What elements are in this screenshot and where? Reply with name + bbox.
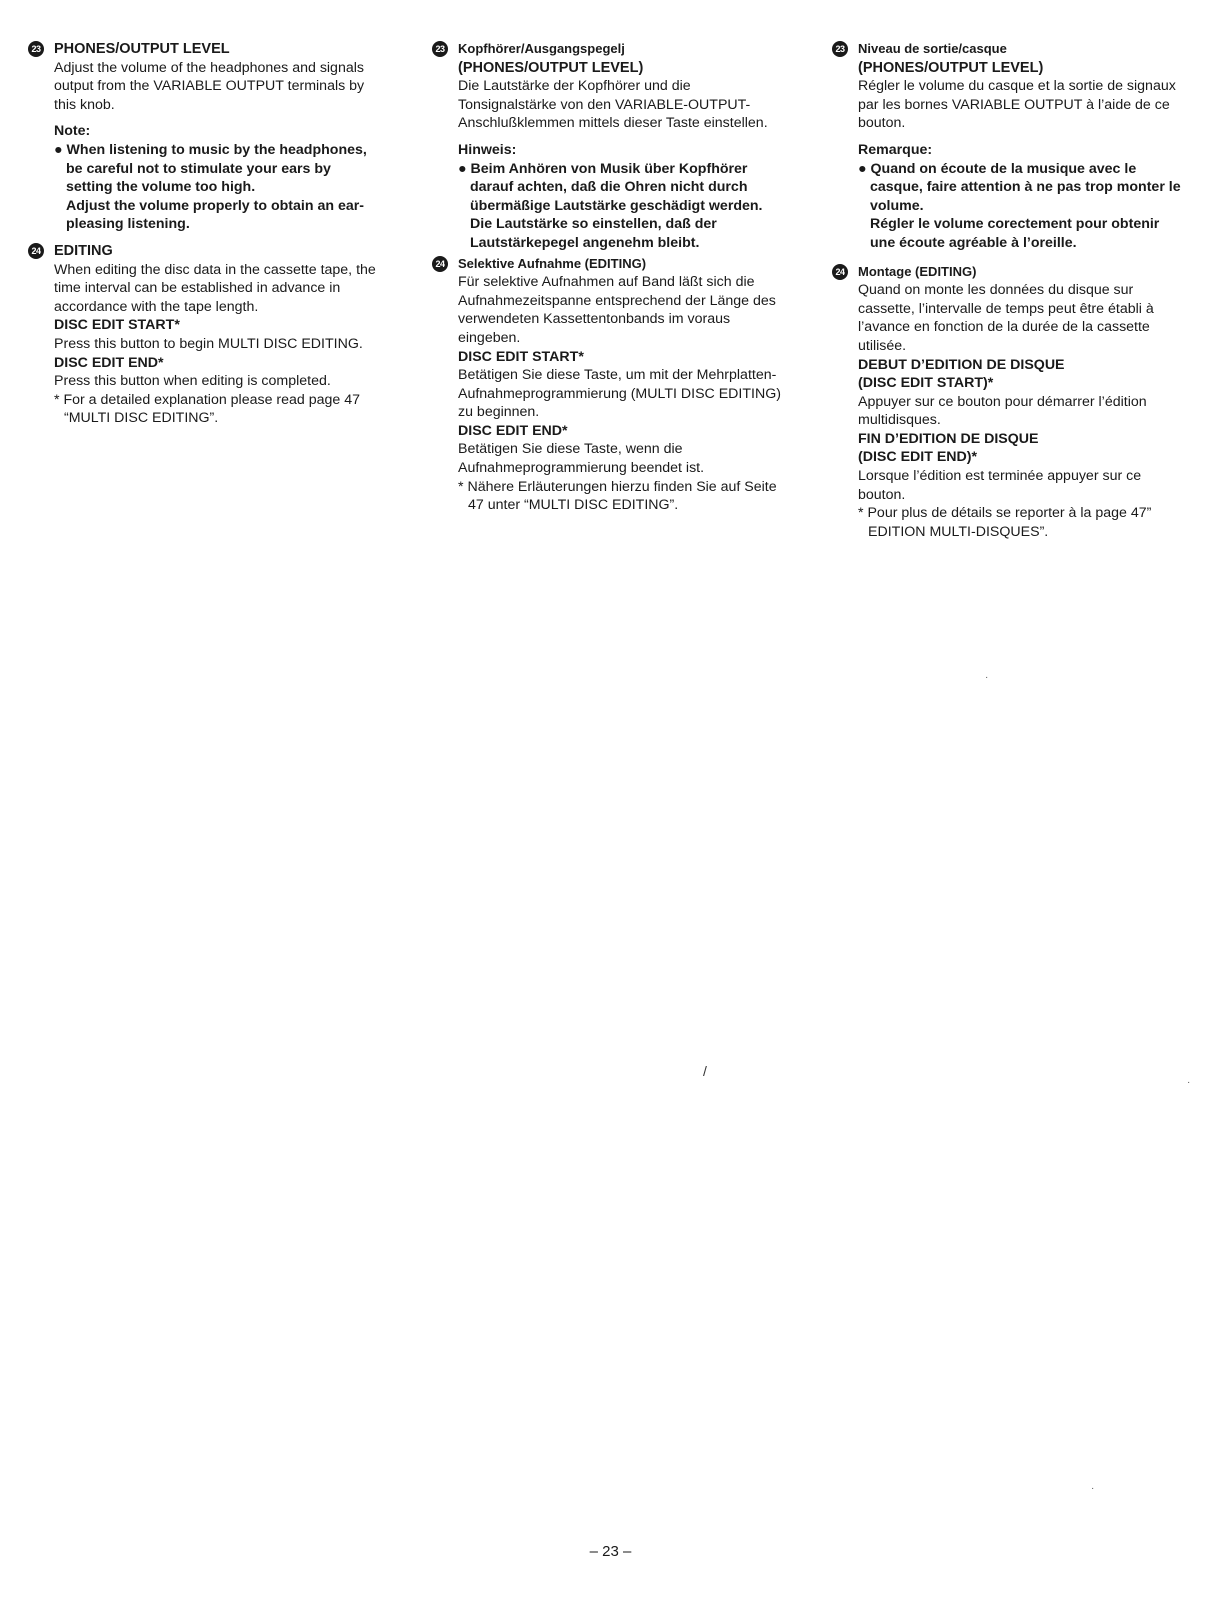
section-23-de xyxy=(432,40,784,253)
column-french xyxy=(832,40,1184,541)
note-bullet-text: When listening to music by the headphones, be careful not to stimulate your ears by setting the volume too high. xyxy=(66,141,367,196)
section-heading: Selektive Aufnahme (EDITING) xyxy=(458,255,647,271)
description-text: When editing the disc data in the cassette tape, the time interval can be established in advance in accordance with the tape length. xyxy=(54,261,376,315)
note-continuation: Régler le volume corectement pour obtenir une écoute agréable à l’oreille. xyxy=(870,216,1160,251)
section-24-de xyxy=(432,255,784,515)
disc-edit-end-label: DISC EDIT END* xyxy=(54,354,164,371)
item-number-badge: 23 xyxy=(432,41,448,57)
scan-speck: · xyxy=(1091,1483,1095,1494)
description-text: Die Lautstärke der Kopfhörer und die Tonsignalstärke von den VARIABLE-OUTPUT-Anschlußklemmen mittels dieser Taste einstellen. xyxy=(458,78,768,132)
section-body xyxy=(858,281,1184,541)
note-label: Remarque: xyxy=(858,141,933,158)
disc-edit-start-text: Press this button to begin MULTI DISC EDITING. xyxy=(54,335,363,352)
section-body xyxy=(458,273,784,515)
note-bullet-text: Quand on écoute de la musique avec le casque, faire attention à ne pas trop monter le volume. xyxy=(870,160,1181,214)
disc-edit-end-text: Betätigen Sie diese Taste, wenn die Aufnahmeprogrammierung beendet ist. xyxy=(458,441,705,477)
section-body xyxy=(458,77,784,252)
column-german xyxy=(432,40,784,515)
disc-edit-end-text: Press this button when editing is completed. xyxy=(54,373,331,390)
disc-edit-end-label: FIN D’EDITION DE DISQUE xyxy=(858,430,1039,447)
section-24-fr xyxy=(832,263,1184,542)
item-number-badge: 24 xyxy=(832,264,848,280)
disc-edit-start-text: Appuyer sur ce bouton pour démarrer l’édition multidisques. xyxy=(858,393,1147,429)
section-heading: Montage (EDITING) xyxy=(858,263,977,279)
section-heading-sub: (PHONES/OUTPUT LEVEL) xyxy=(858,59,1044,76)
disc-edit-end-label-sub: (DISC EDIT END)* xyxy=(858,449,978,466)
column-english xyxy=(28,40,380,428)
description-text: Für selektive Aufnahmen auf Band läßt sich die Aufnahmezeitspanne entsprechend der Länge des verwendeten Kassettentonbands im voraus eingeben. xyxy=(458,274,776,346)
section-heading: EDITING xyxy=(54,242,113,259)
scan-speck: · xyxy=(1187,1077,1191,1088)
description-text: Adjust the volume of the headphones and signals output from the VARIABLE OUTPUT terminals by this knob. xyxy=(54,59,365,113)
disc-edit-start-label: DISC EDIT START* xyxy=(54,317,180,334)
section-body xyxy=(858,77,1184,252)
disc-edit-end-label: DISC EDIT END* xyxy=(458,422,568,439)
note-bullet: ● When listening to music by the headphones, be careful not to stimulate your ears by setting the volume too high. xyxy=(54,141,367,196)
section-heading-sub: (PHONES/OUTPUT LEVEL) xyxy=(458,59,644,76)
section-24-en xyxy=(28,242,380,428)
section-heading: Kopfhörer/Ausgangspegelj xyxy=(458,41,625,56)
section-heading: PHONES/OUTPUT LEVEL xyxy=(54,41,230,57)
footnote: * Nähere Erläuterungen hierzu finden Sie auf Seite 47 unter “MULTI DISC EDITING”. xyxy=(458,478,777,514)
item-number-badge: 24 xyxy=(28,243,44,259)
scan-speck: / xyxy=(703,1063,707,1079)
page-number: – 23 – xyxy=(589,1543,632,1560)
disc-edit-start-label-sub: (DISC EDIT START)* xyxy=(858,375,994,392)
note-bullet-text: Beim Anhören von Musik über Kopfhörer darauf achten, daß die Ohren nicht durch übermäßige Lautstärke geschädigt werden. xyxy=(470,160,763,214)
description-text: Régler le volume du casque et la sortie de signaux par les bornes VARIABLE OUTPUT à l’aide de ce bouton. xyxy=(858,78,1176,132)
footnote: * For a detailed explanation please read page 47 “MULTI DISC EDITING”. xyxy=(54,391,361,427)
item-number-badge: 24 xyxy=(432,256,448,272)
note-bullet: ● Beim Anhören von Musik über Kopfhörer darauf achten, daß die Ohren nicht durch übermäßige Lautstärke geschädigt werden. xyxy=(458,160,763,214)
footnote: * Pour plus de détails se reporter à la page 47” EDITION MULTI-DISQUES”. xyxy=(858,505,1152,540)
item-number-badge: 23 xyxy=(832,41,848,57)
section-heading: Niveau de sortie/casque xyxy=(858,41,1007,56)
section-body xyxy=(54,261,380,428)
section-body xyxy=(54,59,380,234)
note-label: Note: xyxy=(54,123,91,140)
note-label: Hinweis: xyxy=(458,141,517,158)
disc-edit-start-label: DEBUT D’EDITION DE DISQUE xyxy=(858,356,1065,373)
note-continuation: Die Lautstärke so einstellen, daß der Lautstärkepegel angenehm bleibt. xyxy=(470,216,717,251)
disc-edit-start-text: Betätigen Sie diese Taste, um mit der Mehrplatten-Aufnahmeprogrammierung (MULTI DISC EDITING) zu beginnen. xyxy=(458,367,781,421)
disc-edit-end-text: Lorsque l’édition est terminée appuyer sur ce bouton. xyxy=(858,468,1142,503)
note-bullet: ● Quand on écoute de la musique avec le casque, faire attention à ne pas trop monter le volume. xyxy=(858,160,1181,214)
description-text: Quand on monte les données du disque sur cassette, l’intervalle de temps peut être établi à l’avance en fonction de la durée de la cassette utilisée. xyxy=(858,282,1154,354)
section-23-en xyxy=(28,40,380,234)
section-23-fr xyxy=(832,40,1184,253)
note-continuation: Adjust the volume properly to obtain an ear-pleasing listening. xyxy=(66,197,364,233)
scan-speck: · xyxy=(985,672,989,683)
disc-edit-start-label: DISC EDIT START* xyxy=(458,348,584,365)
item-number-badge: 23 xyxy=(28,41,44,57)
